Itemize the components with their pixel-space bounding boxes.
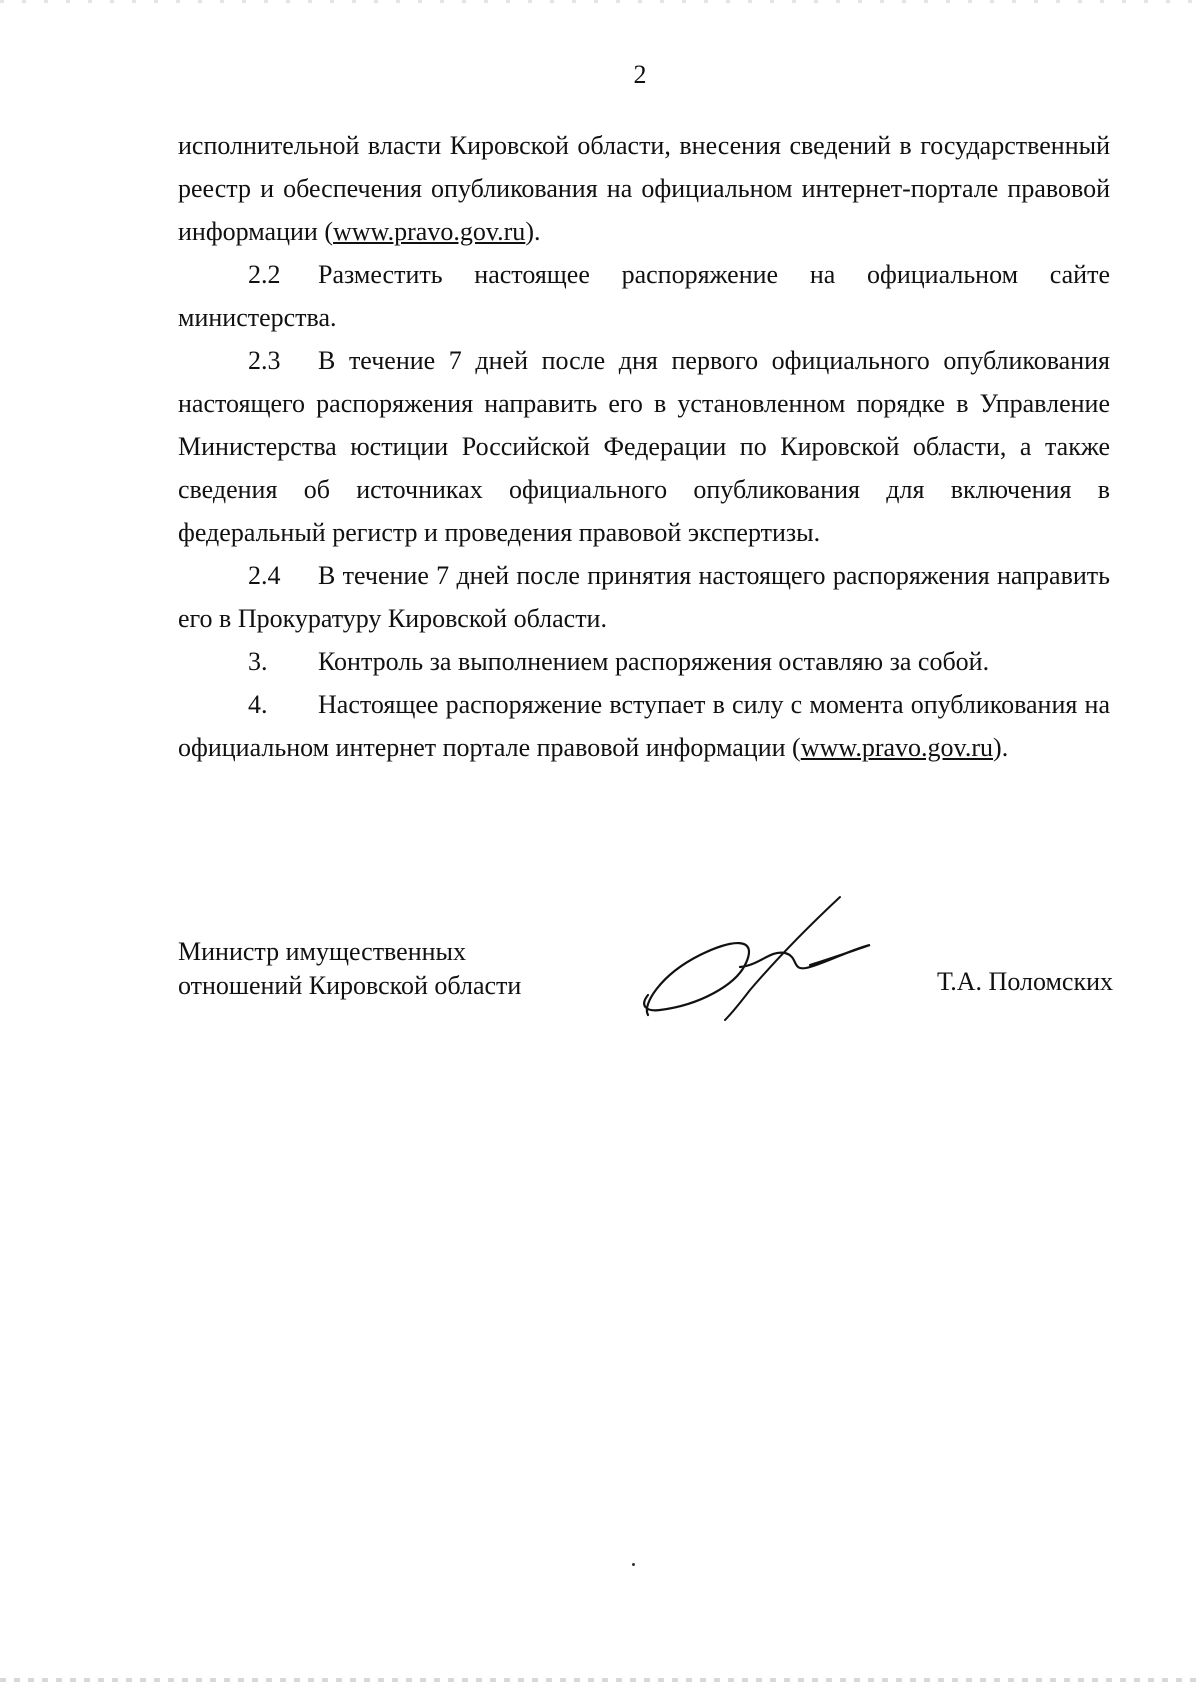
paragraph-number: 4. (248, 690, 268, 719)
handwritten-signature (640, 895, 880, 1025)
signatory-title (178, 935, 521, 1003)
paragraph-4 (178, 683, 1110, 769)
scan-speck (632, 1563, 635, 1566)
paragraph-text: Настоящее распоряжение вступает в силу с момента опубликования на официальном интернет портале правовой информации ( (178, 690, 1110, 762)
paragraph-continuation (178, 124, 1110, 253)
pravo-link[interactable]: www.pravo.gov.ru (800, 733, 994, 762)
signatory-name: Т.А. Поломских (936, 967, 1113, 996)
paragraph-text: В течение 7 дней после принятия настоящего распоряжения направить его в Прокуратуру Кировской области. (178, 561, 1110, 633)
signatory-title-line: Министр имущественных (178, 937, 467, 966)
paragraph-text: Контроль за выполнением распоряжения оставляю за собой. (318, 647, 990, 676)
paragraph-text: исполнительной власти Кировской области, внесения сведений в государственный реестр и обеспечения опубликования на официальном интернет-портале правовой информации ( (178, 131, 1110, 246)
paragraph-2-3 (178, 339, 1110, 554)
paragraph-number: 3. (248, 647, 268, 676)
paragraph-text-tail: ). (993, 733, 1009, 762)
page-number: 2 (633, 60, 647, 89)
paragraph-text: Разместить настоящее распоряжение на официальном сайте министерства. (178, 260, 1110, 332)
paragraph-text: В течение 7 дней после дня первого официального опубликования настоящего распоряжения направить его в установленном порядке в Управление Министерства юстиции Российской Федерации по Кировской области, а также сведения об источниках официального опубликования для включения в федеральный регистр и проведения правовой экспертизы. (178, 346, 1110, 547)
paragraph-2-2 (178, 253, 1110, 339)
document-body (178, 124, 1110, 769)
paragraph-text-tail: ). (525, 217, 541, 246)
paragraph-3 (178, 640, 1110, 683)
paragraph-number: 2.4 (248, 561, 281, 590)
scan-top-edge (0, 0, 1200, 3)
paragraph-number: 2.3 (248, 346, 281, 375)
paragraph-number: 2.2 (248, 260, 281, 289)
scan-bottom-edge (0, 1678, 1200, 1682)
signatory-title-line: отношений Кировской области (178, 971, 522, 1000)
pravo-link[interactable]: www.pravo.gov.ru (333, 217, 526, 246)
paragraph-2-4 (178, 554, 1110, 640)
